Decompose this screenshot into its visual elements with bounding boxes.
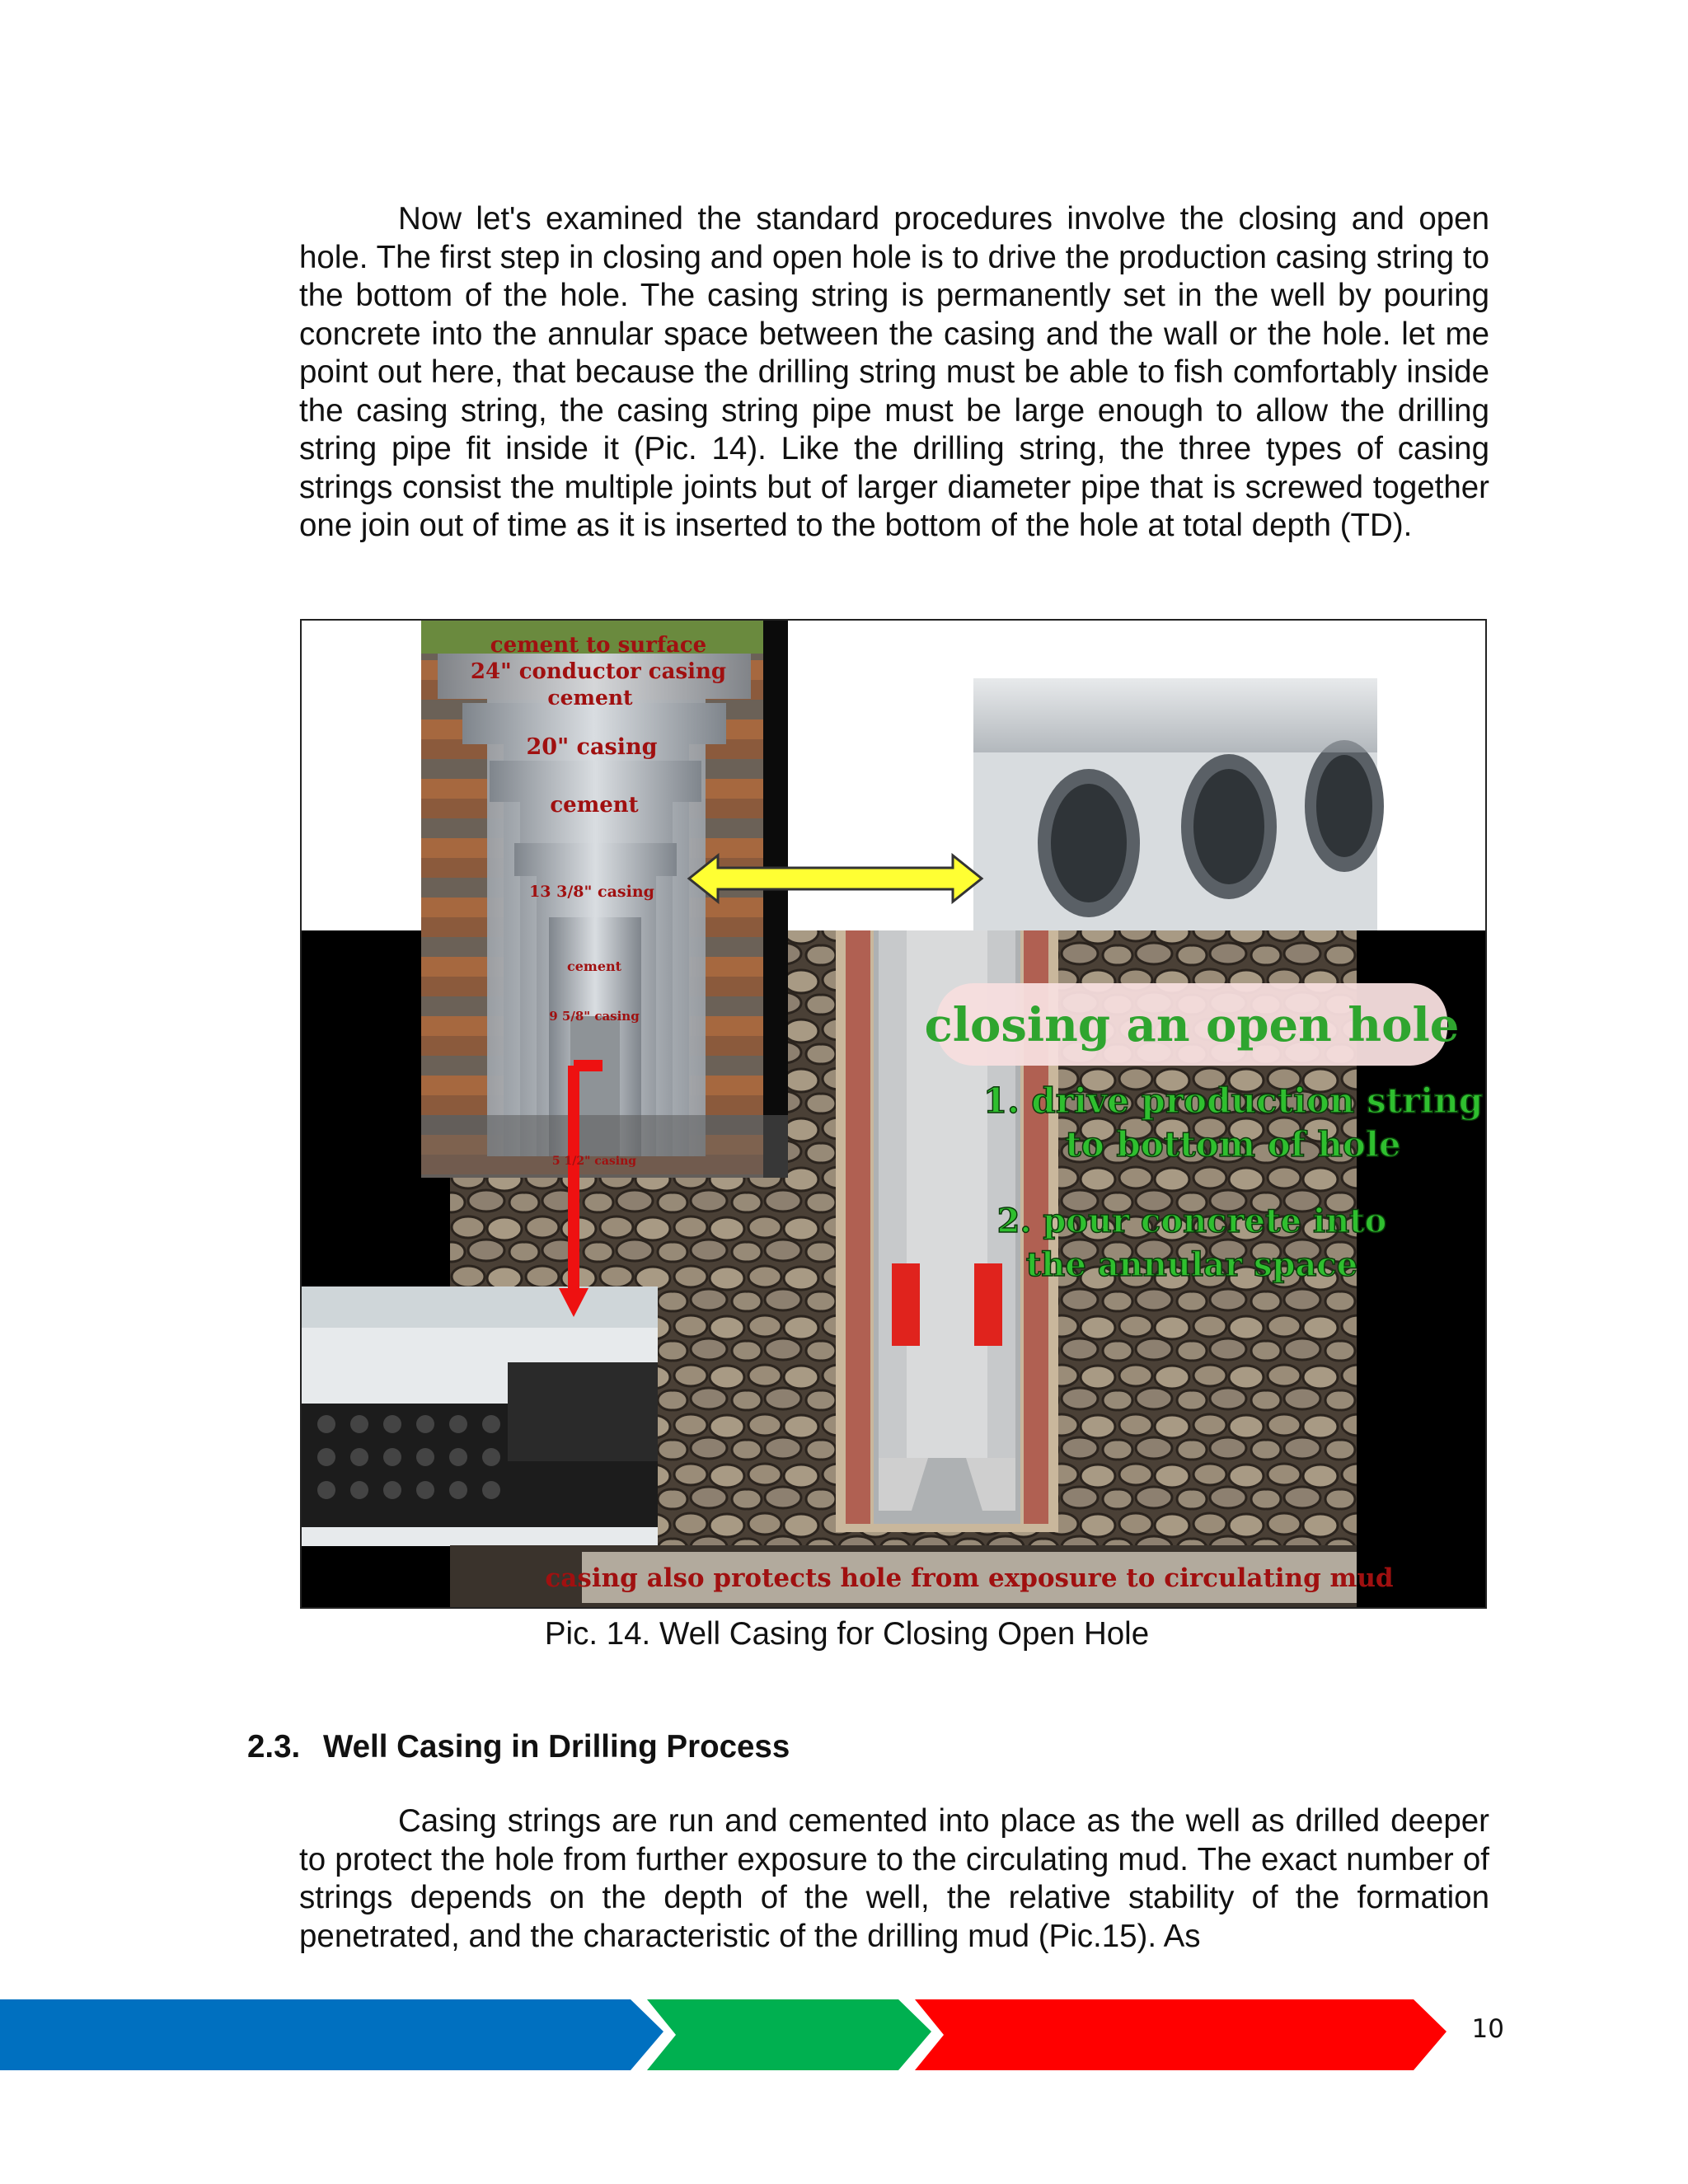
intro-paragraph — [299, 200, 1489, 546]
label-cement-surface: cement to surface — [490, 633, 707, 658]
casing-pipes-photo — [973, 678, 1384, 930]
section-title: Well Casing in Drilling Process — [323, 1729, 790, 1765]
intro-paragraph-text: Now let's examined the standard procedures involve the closing and open hole. The first step in closing and open hole is to drive the production casing string to the bottom of the hole. The casing string is permanently set in the well by pouring concrete into the annular space between the casing and the wall or the hole. let me point out here, that because the drilling string must be able to fish comfortably inside the casing string, the casing string pipe must be large enough to allow the drilling string pipe fit inside it (Pic. 14). Like the drilling string, the three types of casing strings consist the multiple joints but of larger diameter pipe that is screwed together one join out of time as it is inserted to the bottom of the hole at total depth (TD). — [299, 201, 1489, 543]
figure-well-casing — [300, 619, 1487, 1609]
figure-title: closing an open hole — [924, 998, 1460, 1052]
step-1-line-1: 1. drive production string — [982, 1080, 1484, 1121]
page-number: 10 — [1471, 2014, 1504, 2044]
figure-illustration — [302, 621, 1485, 1607]
label-cement-1: cement — [547, 686, 633, 710]
label-13-casing: 13 3/8" casing — [529, 883, 654, 901]
section-number: 2.3. — [247, 1729, 301, 1765]
label-cement-2: cement — [550, 793, 639, 818]
section-heading — [247, 1728, 790, 1766]
footer-color-band — [0, 1994, 1688, 2077]
label-5-casing: 5 1/2" casing — [551, 1155, 637, 1168]
label-conductor-casing: 24" conductor casing — [470, 659, 727, 684]
label-20-casing: 20" casing — [526, 734, 658, 760]
step-2-line-1: 2. pour concrete into — [996, 1202, 1387, 1240]
section-paragraph-text: Casing strings are run and cemented into place as the well as drilled deeper to protect the hole from further exposure to the circulating mud. The exact number of strings depends on the depth of the well, the relative stability of the formation penetrated, and the characteristic of the drilling mud (Pic.15). As — [299, 1803, 1489, 1954]
footer-green-arrow — [647, 1999, 931, 2070]
step-2-line-2: the annular space — [1025, 1245, 1358, 1284]
footer-red-arrow — [915, 1999, 1447, 2070]
figure-caption-text: Pic. 14. Well Casing for Closing Open Hole — [544, 1616, 1150, 1652]
footer-blue-arrow — [0, 1999, 663, 2070]
figure-caption — [0, 1615, 1688, 1653]
step-1-line-2: to bottom of hole — [1065, 1124, 1401, 1165]
section-paragraph — [299, 1802, 1489, 1956]
label-cement-3: cement — [566, 958, 622, 974]
bottom-banner-text: casing also protects hole from exposure to circulating mud — [545, 1563, 1394, 1593]
drill-pipe-photo — [302, 1286, 658, 1546]
label-9-casing: 9 5/8" casing — [549, 1009, 640, 1024]
